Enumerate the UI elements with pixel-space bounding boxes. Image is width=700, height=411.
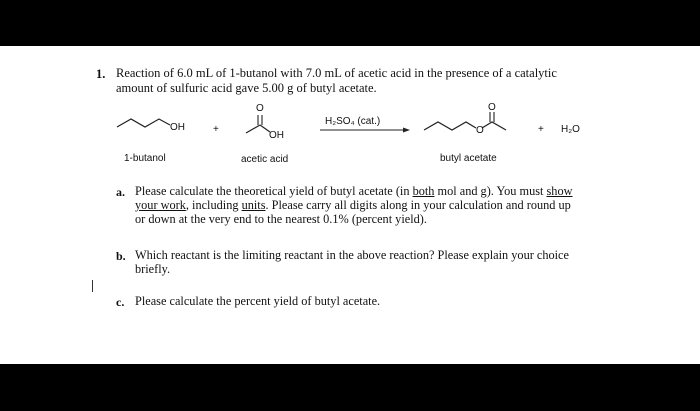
ester-oxygen-label: O — [476, 125, 484, 136]
part-a-line-1: Please calculate the theoretical yield of butyl acetate (in both mol and g). You must show — [135, 184, 573, 198]
underline-your-work: your work — [135, 198, 186, 212]
reactant-2-name: acetic acid — [241, 154, 289, 165]
butanol-oh-label: OH — [170, 122, 185, 133]
worksheet-page — [0, 46, 700, 364]
acetic-acid-carbonyl-o: O — [256, 103, 264, 114]
underline-both: both — [412, 184, 435, 198]
part-a-text — [135, 184, 625, 226]
part-b-line-1: Which reactant is the limiting reactant in the above reaction? Please explain your choice — [135, 248, 569, 262]
plus-sign-1: + — [213, 124, 219, 135]
butanol-skeleton — [117, 119, 170, 127]
part-b-letter: b. — [116, 249, 126, 263]
question-number: 1. — [96, 67, 106, 81]
part-c-text: Please calculate the percent yield of butyl acetate. — [135, 294, 381, 308]
ester-carbonyl-o: O — [488, 102, 496, 113]
acetic-acid-oh-label: OH — [269, 130, 284, 141]
part-a-letter: a. — [116, 185, 125, 199]
part-a-line-3: or down at the very end to the nearest 0.1% (percent yield). — [135, 212, 427, 226]
part-c-letter: c. — [116, 295, 125, 309]
water-label: H₂O — [561, 124, 580, 135]
part-b-text — [135, 248, 625, 276]
underline-units: units — [241, 198, 266, 212]
reactant-1-name: 1-butanol — [124, 153, 166, 164]
acetic-acid-skeleton — [246, 115, 270, 133]
plus-sign-2: + — [538, 124, 544, 135]
catalyst-label: H₂SO₄ (cat.) — [325, 116, 381, 127]
text-cursor — [92, 280, 93, 292]
underline-show: show — [546, 184, 573, 198]
part-b-line-2: briefly. — [135, 262, 171, 276]
butyl-acetate-skeleton — [424, 112, 506, 130]
part-a-line-2: your work, including units. Please carry all digits along in your calculation and round up — [135, 198, 571, 212]
reaction-arrow — [320, 128, 410, 133]
question-line-1: Reaction of 6.0 mL of 1-butanol with 7.0 mL of acetic acid in the presence of a catalytic — [116, 66, 557, 80]
product-name: butyl acetate — [440, 153, 497, 164]
question-line-2: amount of sulfuric acid gave 5.00 g of butyl acetate. — [116, 81, 377, 95]
